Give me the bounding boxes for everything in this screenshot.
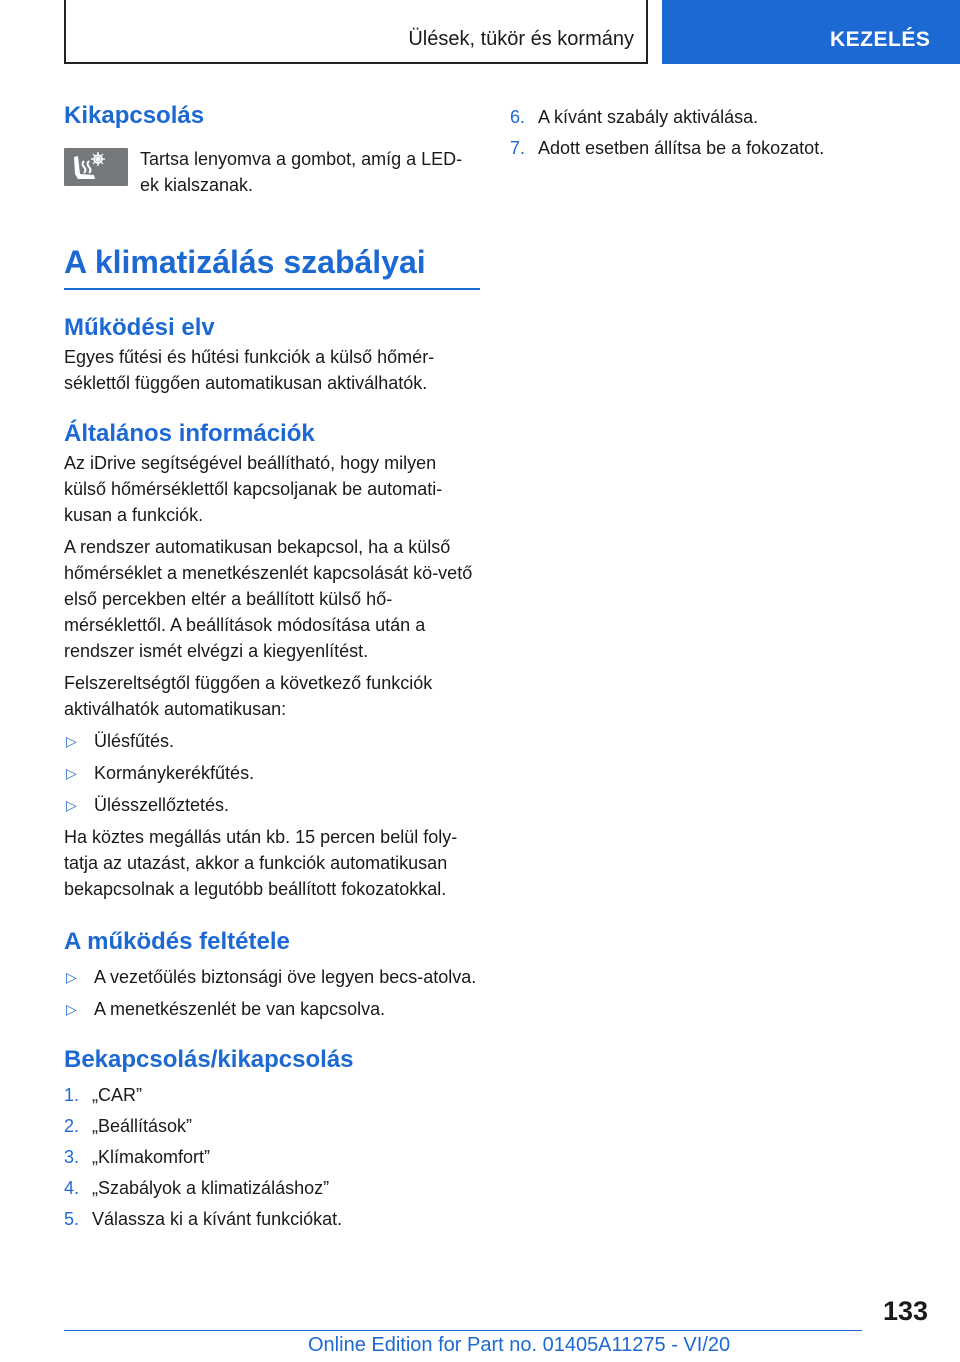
list-item: ▷ A vezetőülés biztonsági öve legyen becs-atolva.	[64, 964, 482, 990]
page-number: 133	[882, 1296, 928, 1326]
triangle-right-icon: ▷	[66, 969, 77, 985]
altalanos-paragraph-1: Az iDrive segítségével beállítható, hogy milyen külső hőmérséklettől kapcsoljanak be automati-kusan a funkciók.	[64, 453, 443, 525]
triangle-right-icon: ▷	[66, 733, 77, 749]
triangle-right-icon: ▷	[66, 765, 77, 781]
chapter-title: Ülések, tükör és kormány	[408, 28, 634, 50]
bekapcs-heading: Bekapcsolás/kikapcsolás	[64, 1046, 354, 1073]
triangle-right-icon: ▷	[66, 1001, 77, 1017]
left-column	[64, 100, 482, 1237]
kikapcsolas-text: Tartsa lenyomva a gombot, amíg a LED-ek kialszanak.	[140, 149, 463, 195]
list-item: 6. A kívánt szabály aktiválása.	[510, 107, 759, 127]
altalanos-heading: Általános információk	[64, 420, 315, 447]
kikapcsolas-heading: Kikapcsolás	[64, 102, 205, 129]
list-item: 7. Adott esetben állítsa be a fokozatot.	[510, 138, 825, 158]
list-item: 5. Válassza ki a kívánt funkciókat.	[64, 1209, 343, 1229]
edition-text: Online Edition for Part no. 01405A11275 - VI/20	[308, 1334, 731, 1356]
section-tab	[662, 0, 960, 64]
list-item: ▷ Ülésfűtés.	[64, 728, 482, 754]
seat-heating-icon	[64, 148, 128, 186]
mukodesi-heading: Működési elv	[64, 314, 215, 341]
list-item: ▷ Kormánykerékfűtés.	[64, 760, 482, 786]
heading-rule	[64, 288, 480, 290]
steps-list-left	[64, 1082, 482, 1232]
list-item: 4. „Szabályok a klimatizáláshoz”	[64, 1178, 330, 1198]
feltetelek-list	[64, 964, 482, 1022]
mukodesi-text: Egyes fűtési és hűtési funkciók a külső hőmér-séklettől függően automatikusan aktiválhatók.	[64, 347, 435, 393]
altalanos-paragraph-3: Felszereltségtől függően a következő funkciók aktiválhatók automatikusan:	[64, 673, 433, 719]
footer-rule	[64, 1330, 862, 1331]
list-item: 1. „CAR”	[64, 1085, 142, 1105]
steps-list-right	[510, 104, 910, 161]
list-item: 2. „Beállítások”	[64, 1116, 193, 1136]
page-header	[64, 0, 648, 64]
main-heading: A klimatizálás szabályai	[64, 244, 426, 280]
feltetel-heading: A működés feltétele	[64, 928, 290, 955]
list-item: ▷ A menetkészenlét be van kapcsolva.	[64, 996, 482, 1022]
altalanos-paragraph-4: Ha köztes megállás után kb. 15 percen belül foly-tatja az utazást, akkor a funkciók automatikusan bekapcsolnak a legutóbb beállított fokozatokkal.	[64, 827, 458, 899]
altalanos-paragraph-2: A rendszer automatikusan bekapcsol, ha a külső hőmérséklet a menetkészenlét kapcsolását kö-vető első percekben eltér a beállított külső hő-mérséklettől. A beállítások módosítása után a rendszer ismét elvégzi a kiegyenlítést.	[64, 537, 473, 661]
list-item: ▷ Ülésszellőztetés.	[64, 792, 482, 818]
right-column	[510, 100, 910, 166]
kikapcsolas-row	[64, 146, 482, 206]
funkciok-list	[64, 728, 482, 818]
list-item: 3. „Klímakomfort”	[64, 1147, 211, 1167]
triangle-right-icon: ▷	[66, 797, 77, 813]
section-label: KEZELÉS	[830, 28, 931, 51]
